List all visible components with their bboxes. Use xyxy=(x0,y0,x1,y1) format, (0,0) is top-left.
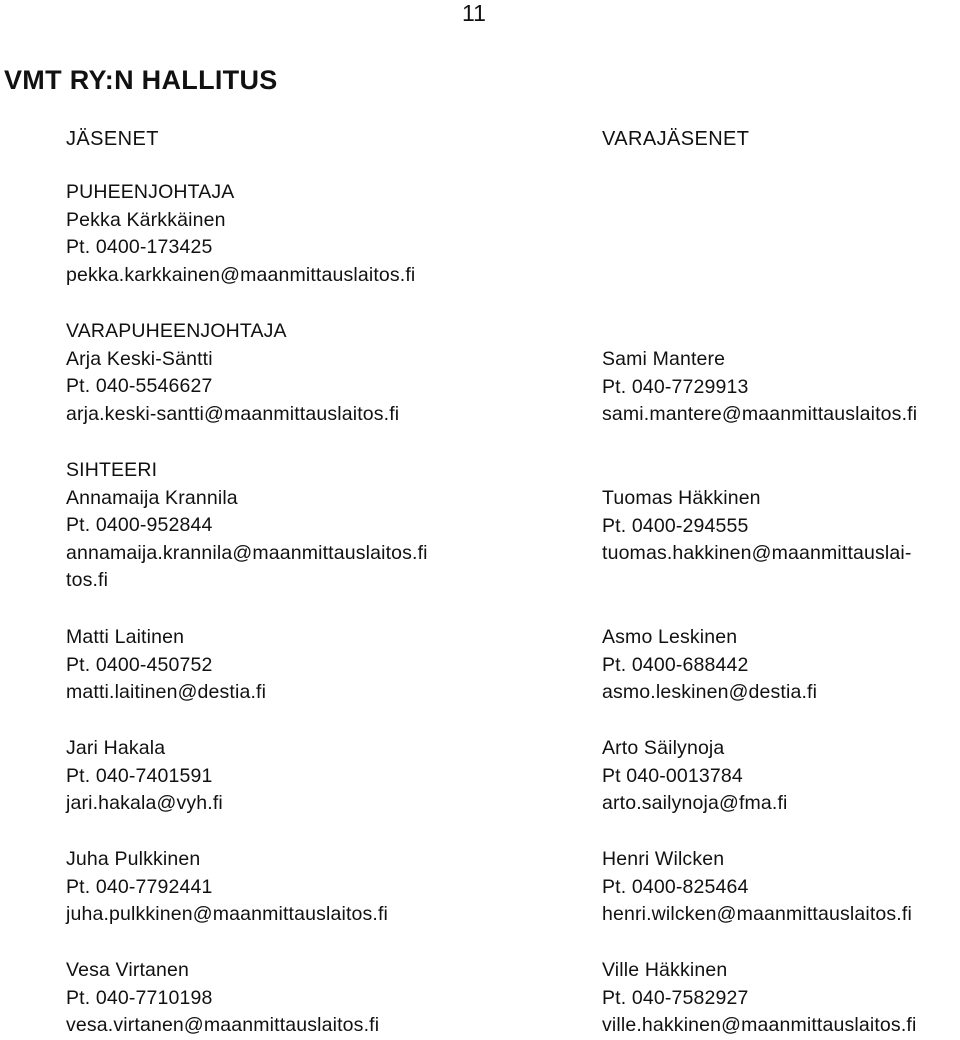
member-entry xyxy=(66,957,446,1040)
member-phone: Pt. 0400-450752 xyxy=(66,653,213,676)
deputy-email: sami.mantere@maanmittauslaitos.fi xyxy=(602,403,918,426)
member-vice-chairman xyxy=(66,318,446,428)
deputy-entry xyxy=(602,735,958,818)
member-entry xyxy=(66,846,446,929)
deputy-name: Ville Häkkinen xyxy=(602,959,728,981)
member-name: Pekka Kärkkäinen xyxy=(66,208,226,231)
deputy-email: asmo.leskinen@destia.fi xyxy=(602,681,818,704)
member-email: annamaija.krannila@maanmittauslaitos.fi xyxy=(66,541,428,564)
member-email: vesa.virtanen@maanmittauslaitos.fi xyxy=(66,1014,380,1037)
member-role: VARAPUHEENJOHTAJA xyxy=(66,320,287,342)
deputy-email: ville.hakkinen@maanmittauslaitos.fi xyxy=(602,1014,917,1037)
member-email: arja.keski-santti@maanmittauslaitos.fi xyxy=(66,402,400,425)
deputy-entry xyxy=(602,485,958,568)
member-name: Arja Keski-Säntti xyxy=(66,347,213,370)
deputy-phone: Pt. 0400-688442 xyxy=(602,653,749,676)
member-role: PUHEENJOHTAJA xyxy=(66,181,235,203)
member-email: pekka.karkkainen@maanmittauslaitos.fi xyxy=(66,263,416,286)
members-heading: JÄSENET xyxy=(66,128,159,150)
member-chairman xyxy=(66,179,446,289)
member-name: Matti Laitinen xyxy=(66,626,185,648)
member-email: matti.laitinen@destia.fi xyxy=(66,681,267,704)
deputy-email: tuomas.hakkinen@maanmittauslai- xyxy=(602,542,912,565)
member-email-wrap: tos.fi xyxy=(66,569,109,592)
deputy-phone: Pt. 040-7729913 xyxy=(602,375,749,398)
page-title: VMT RY:N HALLITUS xyxy=(4,65,278,95)
deputies-heading: VARAJÄSENET xyxy=(602,128,750,150)
member-phone: Pt. 040-5546627 xyxy=(66,375,213,398)
member-name: Juha Pulkkinen xyxy=(66,848,201,870)
member-email: juha.pulkkinen@maanmittauslaitos.fi xyxy=(66,903,389,926)
member-phone: Pt. 040-7792441 xyxy=(66,875,213,898)
deputy-entry xyxy=(602,846,958,929)
deputy-name: Arto Säilynoja xyxy=(602,737,725,759)
member-phone: Pt. 040-7710198 xyxy=(66,986,213,1009)
deputy-email: arto.sailynoja@fma.fi xyxy=(602,792,788,815)
deputy-name: Henri Wilcken xyxy=(602,848,725,870)
page-number: 11 xyxy=(462,0,486,26)
deputy-phone: Pt. 0400-825464 xyxy=(602,875,749,898)
member-phone: Pt. 0400-952844 xyxy=(66,514,213,537)
deputy-phone: Pt. 040-7582927 xyxy=(602,986,749,1009)
deputy-entry xyxy=(602,624,958,707)
member-phone: Pt. 040-7401591 xyxy=(66,764,213,787)
member-phone: Pt. 0400-173425 xyxy=(66,236,213,259)
deputy-email: henri.wilcken@maanmittauslaitos.fi xyxy=(602,903,912,926)
deputy-phone: Pt. 0400-294555 xyxy=(602,514,749,537)
member-entry xyxy=(66,624,446,707)
member-entry xyxy=(66,735,446,818)
member-name: Vesa Virtanen xyxy=(66,959,190,981)
deputy-entry xyxy=(602,957,958,1040)
deputy-name: Asmo Leskinen xyxy=(602,626,738,648)
member-role: SIHTEERI xyxy=(66,459,158,481)
member-secretary xyxy=(66,457,446,595)
member-email: jari.hakala@vyh.fi xyxy=(66,792,223,815)
member-name: Annamaija Krannila xyxy=(66,486,238,509)
deputy-name: Tuomas Häkkinen xyxy=(602,487,761,509)
deputy-phone: Pt 040-0013784 xyxy=(602,764,743,787)
member-name: Jari Hakala xyxy=(66,737,166,759)
deputy-name: Sami Mantere xyxy=(602,348,726,370)
deputy-entry xyxy=(602,346,958,429)
